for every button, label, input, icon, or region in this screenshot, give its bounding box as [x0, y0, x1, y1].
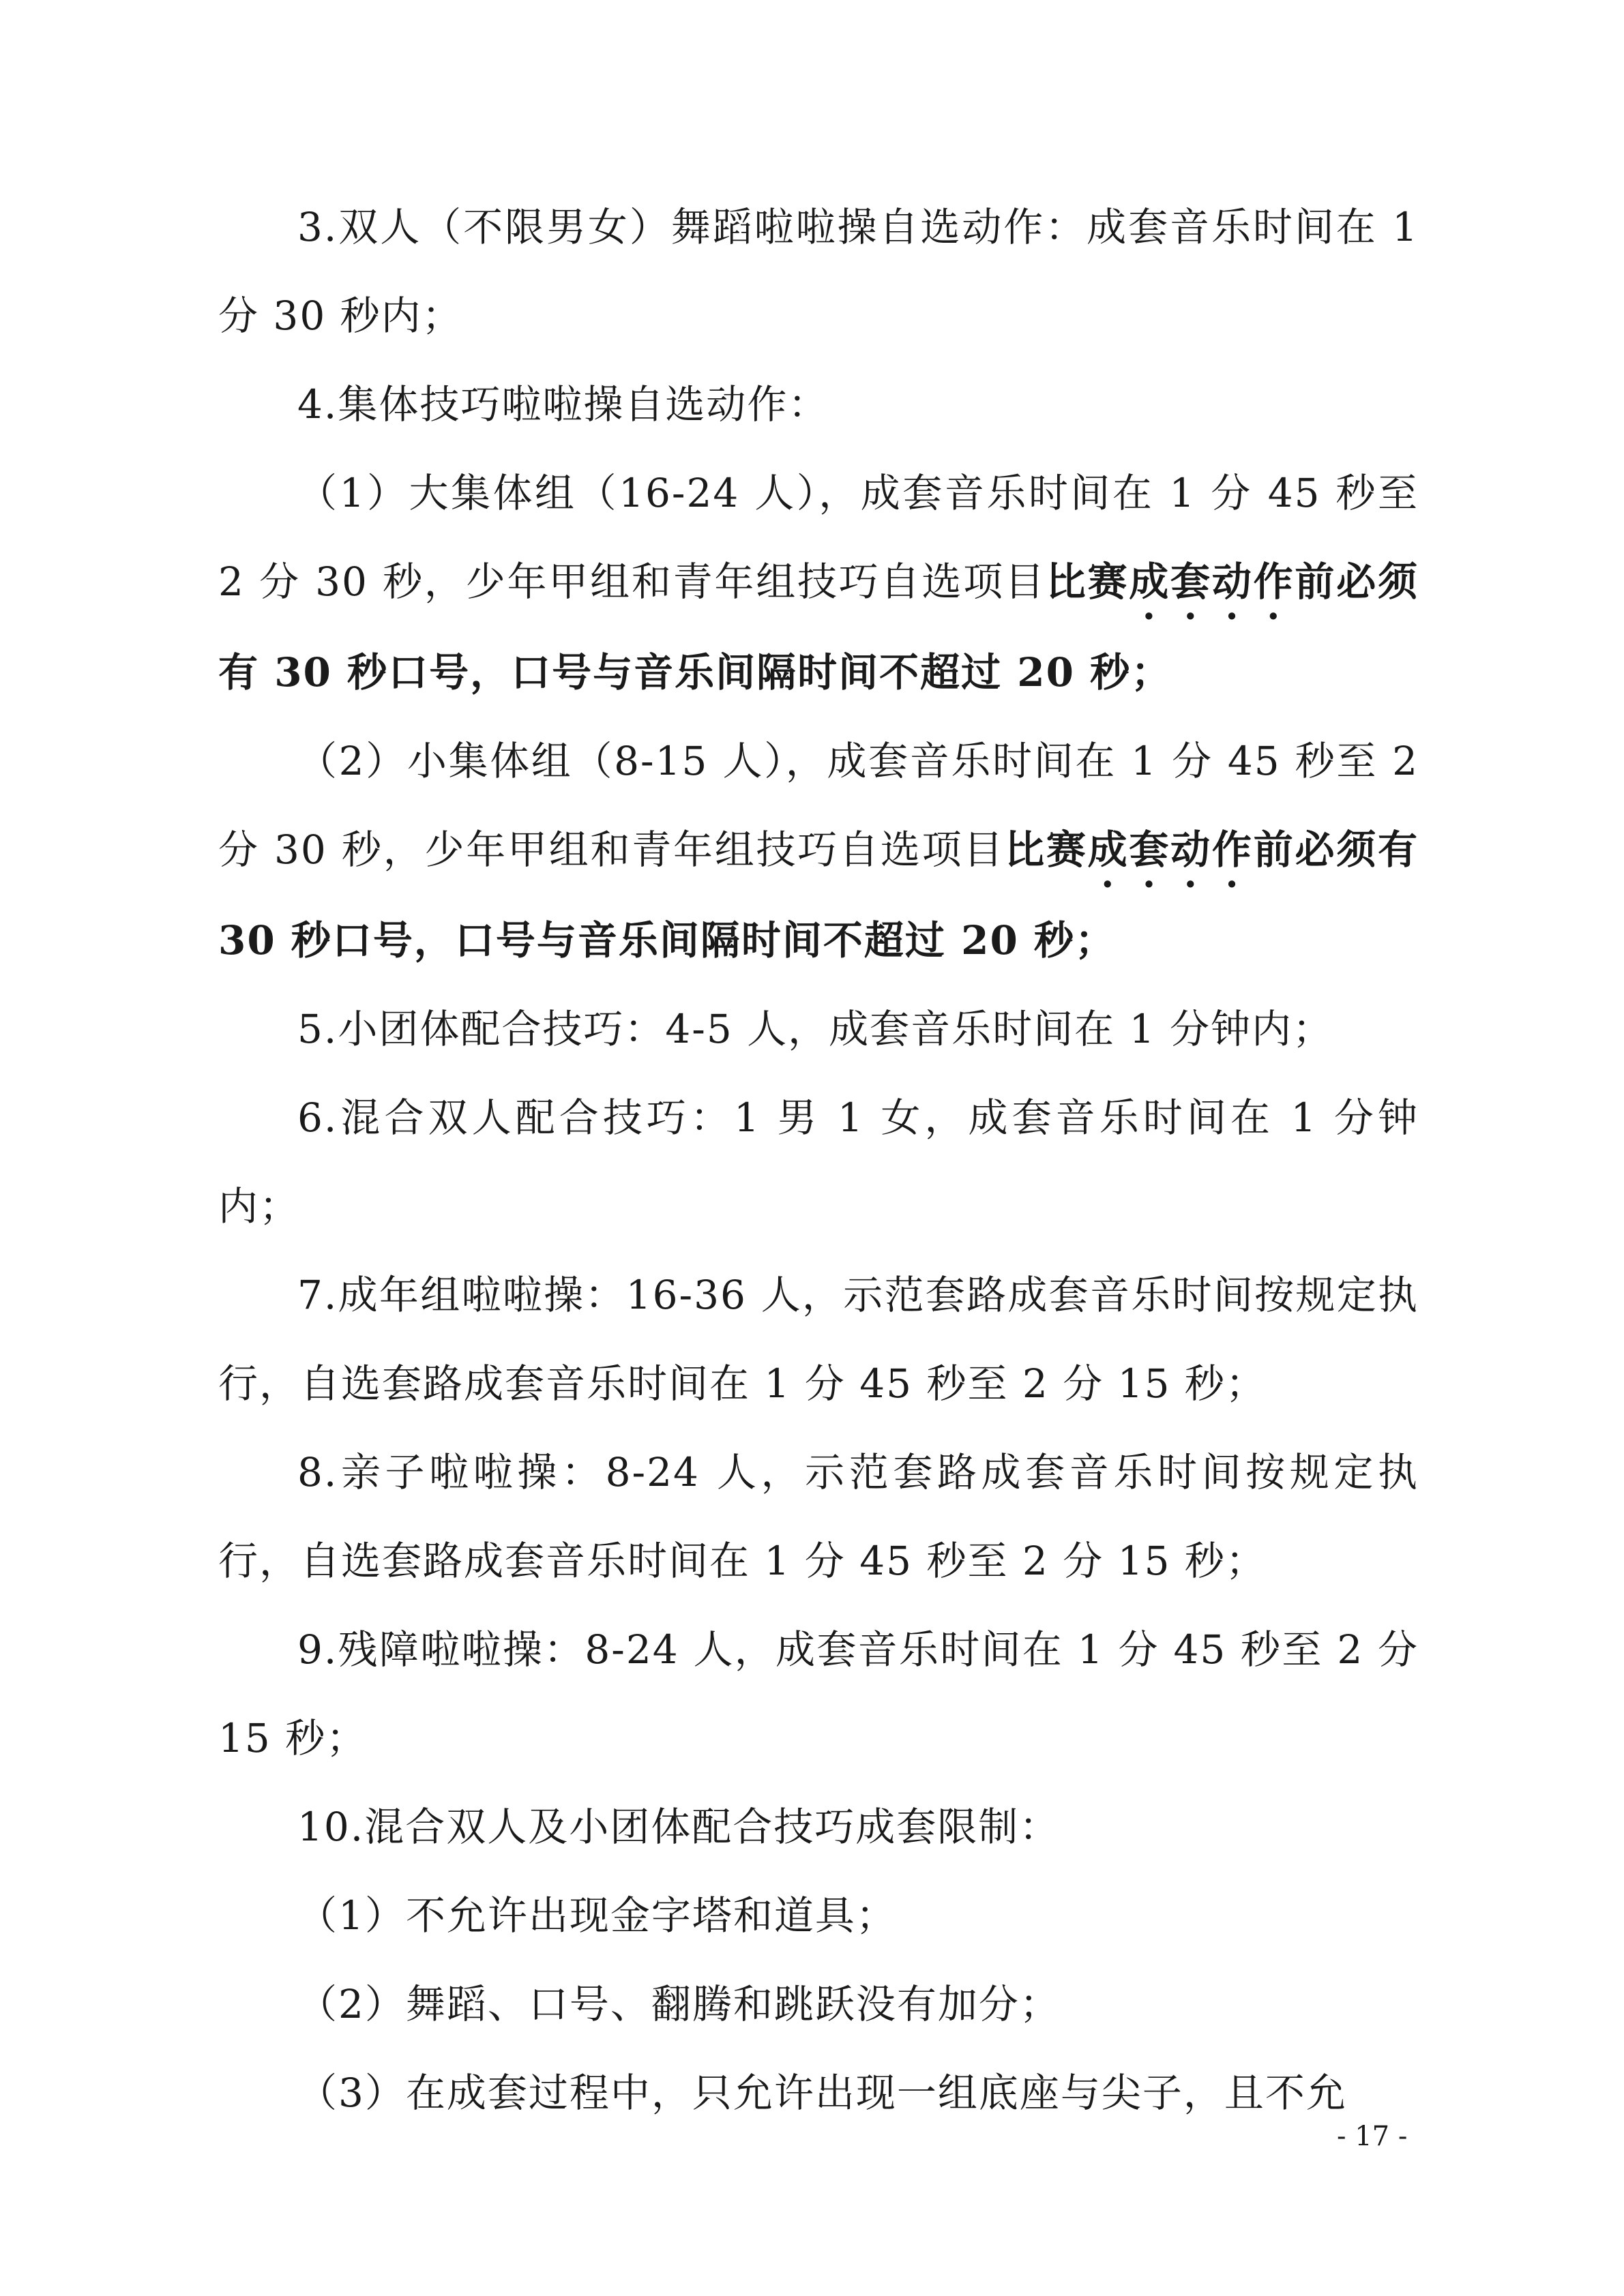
paragraph-text: （1）不允许出现金字塔和道具； — [297, 1892, 897, 1939]
paragraph-item-4-1 — [218, 449, 1419, 717]
emphasis-text: 成套动作 — [1087, 826, 1254, 873]
paragraph-item-7 — [218, 1251, 1419, 1428]
paragraph-item-8 — [218, 1428, 1419, 1605]
emphasis-text: 成套动作 — [1129, 558, 1295, 605]
paragraph-item-10-1 — [218, 1871, 1419, 1960]
paragraph-text: （2）舞蹈、口号、翻腾和跳跃没有加分； — [297, 1981, 1061, 2027]
paragraph-text: 6.混合双人配合技巧：1 男 1 女，成套音乐时间在 1 分钟内； — [218, 1094, 1419, 1229]
paragraph-text: 4.集体技巧啦啦操自选动作： — [297, 381, 829, 428]
paragraph-item-4-2 — [218, 717, 1419, 985]
document-body — [218, 183, 1419, 2137]
paragraph-item-10-2 — [218, 1960, 1419, 2048]
paragraph-text: （3）在成套过程中，只允许出现一组底座与尖子，且不允 — [297, 2070, 1347, 2116]
paragraph-text: 5.小团体配合技巧：4-5 人，成套音乐时间在 1 分钟内； — [297, 1006, 1333, 1052]
paragraph-text: （1）大集体组（16-24 人），成套音乐时间在 1 分 45 秒至 2 分 30 秒，少年甲组和青年组技巧自选项目 — [218, 470, 1419, 605]
bold-text: 比赛 — [1046, 558, 1130, 605]
paragraph-item-10-3 — [218, 2048, 1419, 2137]
paragraph-text: 10.混合双人及小团体配合技巧成套限制： — [297, 1804, 1061, 1850]
paragraph-item-5 — [218, 985, 1419, 1073]
bold-text: 比赛 — [1005, 826, 1088, 873]
paragraph-text: 9.残障啦啦操：8-24 人，成套音乐时间在 1 分 45 秒至 2 分 15 秒； — [218, 1626, 1419, 1761]
paragraph-text: （2）小集体组（8-15 人），成套音乐时间在 1 分 45 秒至 2 分 30 秒，少年甲组和青年组技巧自选项目 — [218, 738, 1419, 873]
paragraph-text: 8.亲子啦啦操：8-24 人，示范套路成套音乐时间按规定执行，自选套路成套音乐时间在 1 分 45 秒至 2 分 15 秒； — [218, 1449, 1419, 1584]
bold-text: 前必须有 30 秒口号，口号与音乐间隔时间不超过 20 秒； — [218, 558, 1419, 696]
paragraph-text: 3.双人（不限男女）舞蹈啦啦操自选动作：成套音乐时间在 1 分 30 秒内； — [218, 204, 1419, 339]
paragraph-item-3 — [218, 183, 1419, 360]
paragraph-text: 7.成年组啦啦操：16-36 人，示范套路成套音乐时间按规定执行，自选套路成套音乐时间在 1 分 45 秒至 2 分 15 秒； — [218, 1272, 1419, 1407]
paragraph-item-6 — [218, 1073, 1419, 1251]
paragraph-item-4 — [218, 360, 1419, 449]
page-number: - 17 - — [1337, 2121, 1408, 2152]
paragraph-item-10 — [218, 1783, 1419, 1871]
bold-text: 前必须有 30 秒口号，口号与音乐间隔时间不超过 20 秒； — [218, 826, 1419, 964]
paragraph-item-9 — [218, 1605, 1419, 1783]
